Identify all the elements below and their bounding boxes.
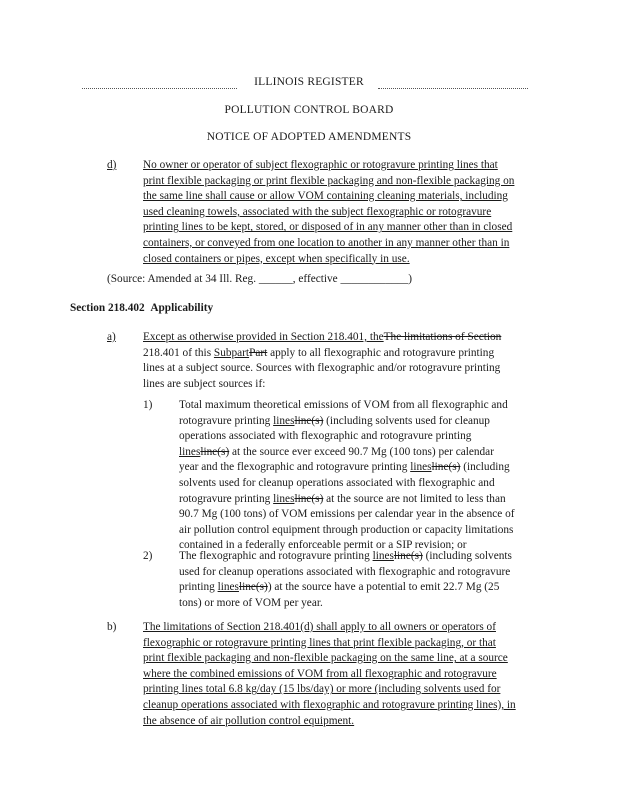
item-2-text-run: The flexographic and rotogravure printing xyxy=(179,550,373,562)
item-1-text-run: year and the flexographic and rotogravure printing xyxy=(179,461,411,474)
section-heading xyxy=(70,301,213,317)
item-2-text-run: printing xyxy=(179,581,218,594)
item-1-line: air pollution control equipment through production or capacity limitations xyxy=(179,523,514,536)
inserted-text: Subpart xyxy=(213,346,250,359)
inserted-text: lines xyxy=(410,461,432,474)
item-1-text-run: rotogravure printing xyxy=(179,414,274,427)
notice-title: NOTICE OF ADOPTED AMENDMENTS xyxy=(206,131,412,143)
para-b-line: print flexible packaging and non-flexible packaging on the same line, at a source xyxy=(143,652,508,665)
register-title: ILLINOIS REGISTER xyxy=(254,76,364,88)
para-b-line: The limitations of Section 218.401(d) shall apply to all owners or operators of xyxy=(143,621,496,633)
item-1-text xyxy=(179,398,514,554)
para-d-line: printing lines to be kept, stored, or disposed of in any manner other than in closed xyxy=(143,221,513,234)
source-note: (Source: Amended at 34 Ill. Reg. ______, effective ____________) xyxy=(107,273,413,285)
item-2-text-run: ) at the source have a potential to emit 22.7 Mg (25 xyxy=(267,581,500,594)
deleted-text: line(s) xyxy=(294,492,324,505)
item-2-text-run: (including solvents xyxy=(422,550,512,562)
item-1-text-run: at the source are not limited to less than xyxy=(323,492,506,505)
deleted-text: line(s) xyxy=(238,581,268,594)
header-rule-left xyxy=(82,88,237,89)
para-b-line: printing lines total 6.8 kg/day (15 lbs/day) or more (including solvents used for xyxy=(143,683,501,696)
item-1-line: 90.7 Mg (100 tons) of VOM emissions per calendar year in the absence of xyxy=(179,508,515,521)
para-b-line: flexographic or rotogravure printing lines that print flexible packaging, or that xyxy=(143,636,496,649)
item-1-text-run: rotogravure printing xyxy=(179,492,274,505)
deleted-text: line(s) xyxy=(431,461,461,474)
deleted-text: line(s) xyxy=(393,550,423,562)
para-a-text-run: 218.401 of this xyxy=(143,346,214,359)
para-d-line: closed containers or pipes, except when specifically in use. xyxy=(143,252,410,265)
para-d-label: d) xyxy=(107,159,117,171)
inserted-text: lines xyxy=(273,492,295,505)
para-a-label: a) xyxy=(107,331,116,343)
item-2-label: 2) xyxy=(143,550,153,562)
para-a-line: lines are subject sources if: xyxy=(143,377,266,390)
inserted-text: Except as otherwise provided in Section 218.401, the xyxy=(143,331,384,343)
inserted-text: lines xyxy=(372,550,394,562)
item-1-text-run: (including solvents used for cleanup xyxy=(323,414,490,427)
para-d-line: used cleaning towels, associated with the subject flexographic or rotogravure xyxy=(143,205,492,218)
para-b-line: where the combined emissions of VOM from all flexographic and rotogravure xyxy=(143,667,497,680)
inserted-text: lines xyxy=(273,414,295,427)
deleted-text: Part xyxy=(249,346,268,359)
item-2-line: tons) or more of VOM per year. xyxy=(179,596,323,609)
para-b-line: the absence of air pollution control equipment. xyxy=(143,714,355,727)
inserted-text: lines xyxy=(217,581,239,594)
item-1-line: operations associated with flexographic and rotogravure printing xyxy=(179,430,472,443)
para-a-text xyxy=(143,330,501,392)
deleted-text: The limitations of Section xyxy=(383,331,502,343)
item-2-line: used for cleanup operations associated with flexographic and rotogravure xyxy=(179,565,511,578)
item-1-text-run: (including xyxy=(460,461,510,474)
inserted-text: lines xyxy=(179,445,201,458)
para-d-line: containers, or conveyed from one location to another in any manner other than in xyxy=(143,236,510,249)
para-d-text xyxy=(143,158,514,267)
item-1-label: 1) xyxy=(143,399,153,411)
para-d-line: the same line shall cause or allow VOM containing cleaning materials, including xyxy=(143,190,508,203)
para-a-text-run: apply to all flexographic and rotogravure printing xyxy=(267,346,495,359)
item-1-line: contained in a federally enforceable permit or a SIP revision; or xyxy=(179,539,467,552)
para-d-line: print flexible packaging or print flexible packaging and non-flexible packaging on xyxy=(143,174,515,187)
item-1-text-run: at the source ever exceed 90.7 Mg (100 tons) per calendar xyxy=(229,445,494,458)
deleted-text: line(s) xyxy=(200,445,230,458)
item-1-line: Total maximum theoretical emissions of VOM from all flexographic and xyxy=(179,399,508,411)
para-b-text xyxy=(143,620,516,729)
section-title: Applicability xyxy=(150,302,214,314)
para-b-label: b) xyxy=(107,621,117,633)
para-d-line: No owner or operator of subject flexographic or rotogravure printing lines that xyxy=(143,159,498,171)
board-title: POLLUTION CONTROL BOARD xyxy=(224,104,394,116)
header-rule-right xyxy=(378,88,528,89)
para-a-line: lines at a subject source. Sources with flexographic and/or rotogravure printing xyxy=(143,362,501,375)
item-2-text xyxy=(179,549,512,611)
para-b-line: cleanup operations associated with flexographic and rotogravure printing lines), in xyxy=(143,698,516,711)
deleted-text: line(s) xyxy=(294,414,324,427)
section-number: Section 218.402 xyxy=(70,302,145,314)
item-1-line: solvents used for cleanup operations associated with flexographic and xyxy=(179,476,495,489)
